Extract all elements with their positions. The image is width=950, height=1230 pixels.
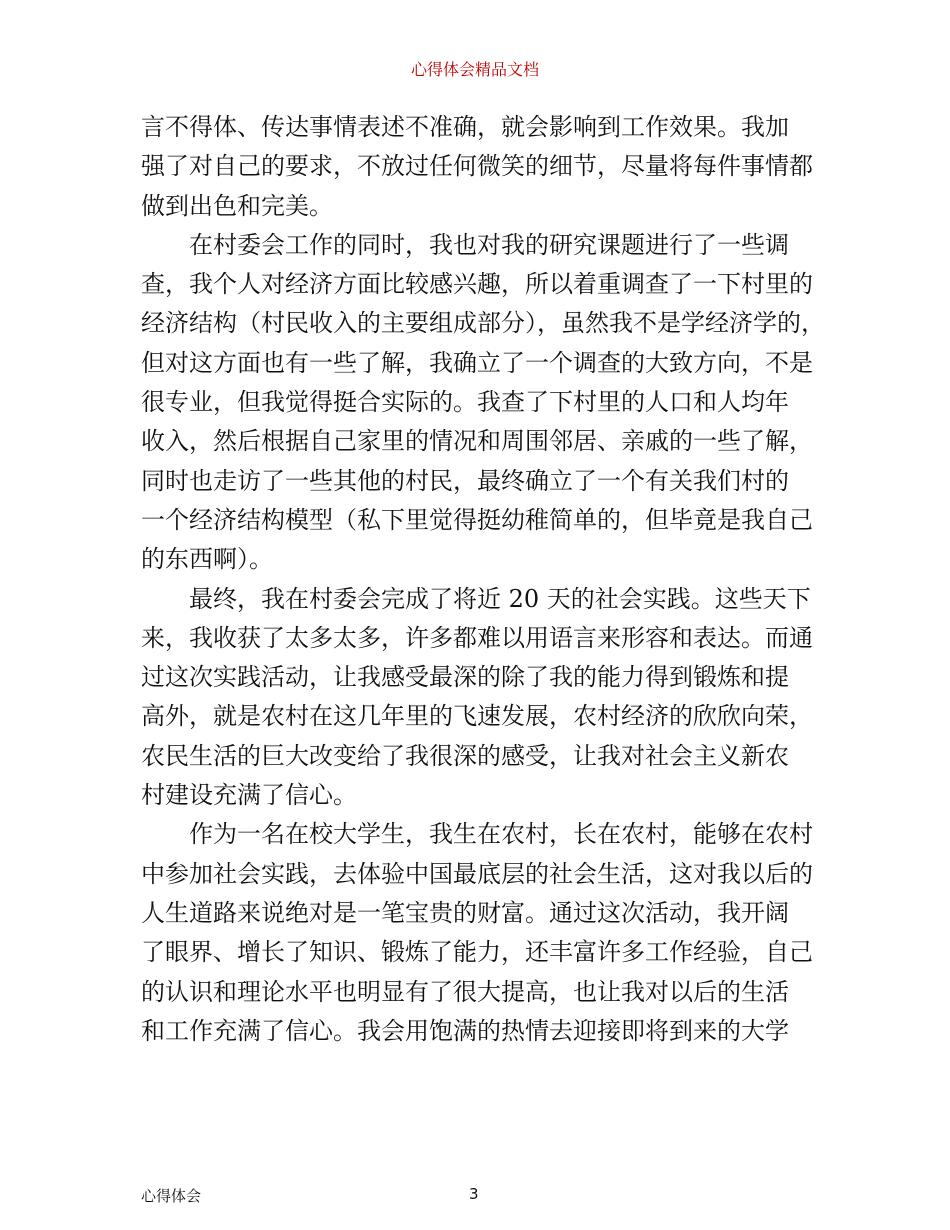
text-line: 的认识和理论水平也明显有了很大提高，也让我对以后的生活 <box>141 977 789 1006</box>
text-line: 人生道路来说绝对是一笔宝贵的财富。通过这次活动，我开阔 <box>141 898 789 927</box>
text-line: 查，我个人对经济方面比较感兴趣，所以着重调查了一下村里的 <box>141 270 813 299</box>
paragraph-start-line: 在村委会工作的同时，我也对我的研究课题进行了一些调 <box>189 230 789 259</box>
text-line: 来，我收获了太多太多，许多都难以用语言来形容和表达。而通 <box>141 623 813 652</box>
text-line: 中参加社会实践，去体验中国最底层的社会生活，这对我以后的 <box>141 859 813 888</box>
text-line: 强了对自己的要求，不放过任何微笑的细节，尽量将每件事情都 <box>141 152 813 181</box>
text-line: 高外，就是农村在这几年里的飞速发展，农村经济的欣欣向荣， <box>141 702 813 731</box>
text-line: 村建设充满了信心。 <box>141 781 357 810</box>
text-line: 和工作充满了信心。我会用饱满的热情去迎接即将到来的大学 <box>141 1016 789 1045</box>
page-number: 3 <box>469 1185 479 1203</box>
text-line: 农民生活的巨大改变给了我很深的感受，让我对社会主义新农 <box>141 741 789 770</box>
paragraph-start-line: 作为一名在校大学生，我生在农村，长在农村，能够在农村 <box>189 820 813 849</box>
page-header-title: 心得体会精品文档 <box>410 60 539 79</box>
text-line: 过这次实践活动，让我感受最深的除了我的能力得到锻炼和提 <box>141 663 789 692</box>
text-line: 收入，然后根据自己家里的情况和周围邻居、亲戚的一些了解， <box>141 427 813 456</box>
document-body <box>141 108 825 1051</box>
paragraph-start-line: 最终，我在村委会完成了将近 20 天的社会实践。这些天下 <box>189 584 811 613</box>
text-line: 言不得体、传达事情表述不准确，就会影响到工作效果。我加 <box>141 113 789 141</box>
text-line: 经济结构（村民收入的主要组成部分），虽然我不是学经济学的， <box>141 309 825 338</box>
text-line: 但对这方面也有一些了解，我确立了一个调查的大致方向，不是 <box>141 348 813 377</box>
footer-label: 心得体会 <box>141 1187 202 1205</box>
text-line: 的东西啊）。 <box>141 545 273 574</box>
text-line: 了眼界、增长了知识、锻炼了能力，还丰富许多工作经验，自己 <box>141 938 813 967</box>
text-line: 很专业，但我觉得挺合实际的。我查了下村里的人口和人均年 <box>141 388 789 417</box>
text-line: 同时也走访了一些其他的村民，最终确立了一个有关我们村的 <box>141 466 789 495</box>
text-line: 做到出色和完美。 <box>141 191 333 220</box>
text-line: 一个经济结构模型（私下里觉得挺幼稚简单的，但毕竟是我自己 <box>141 505 813 534</box>
